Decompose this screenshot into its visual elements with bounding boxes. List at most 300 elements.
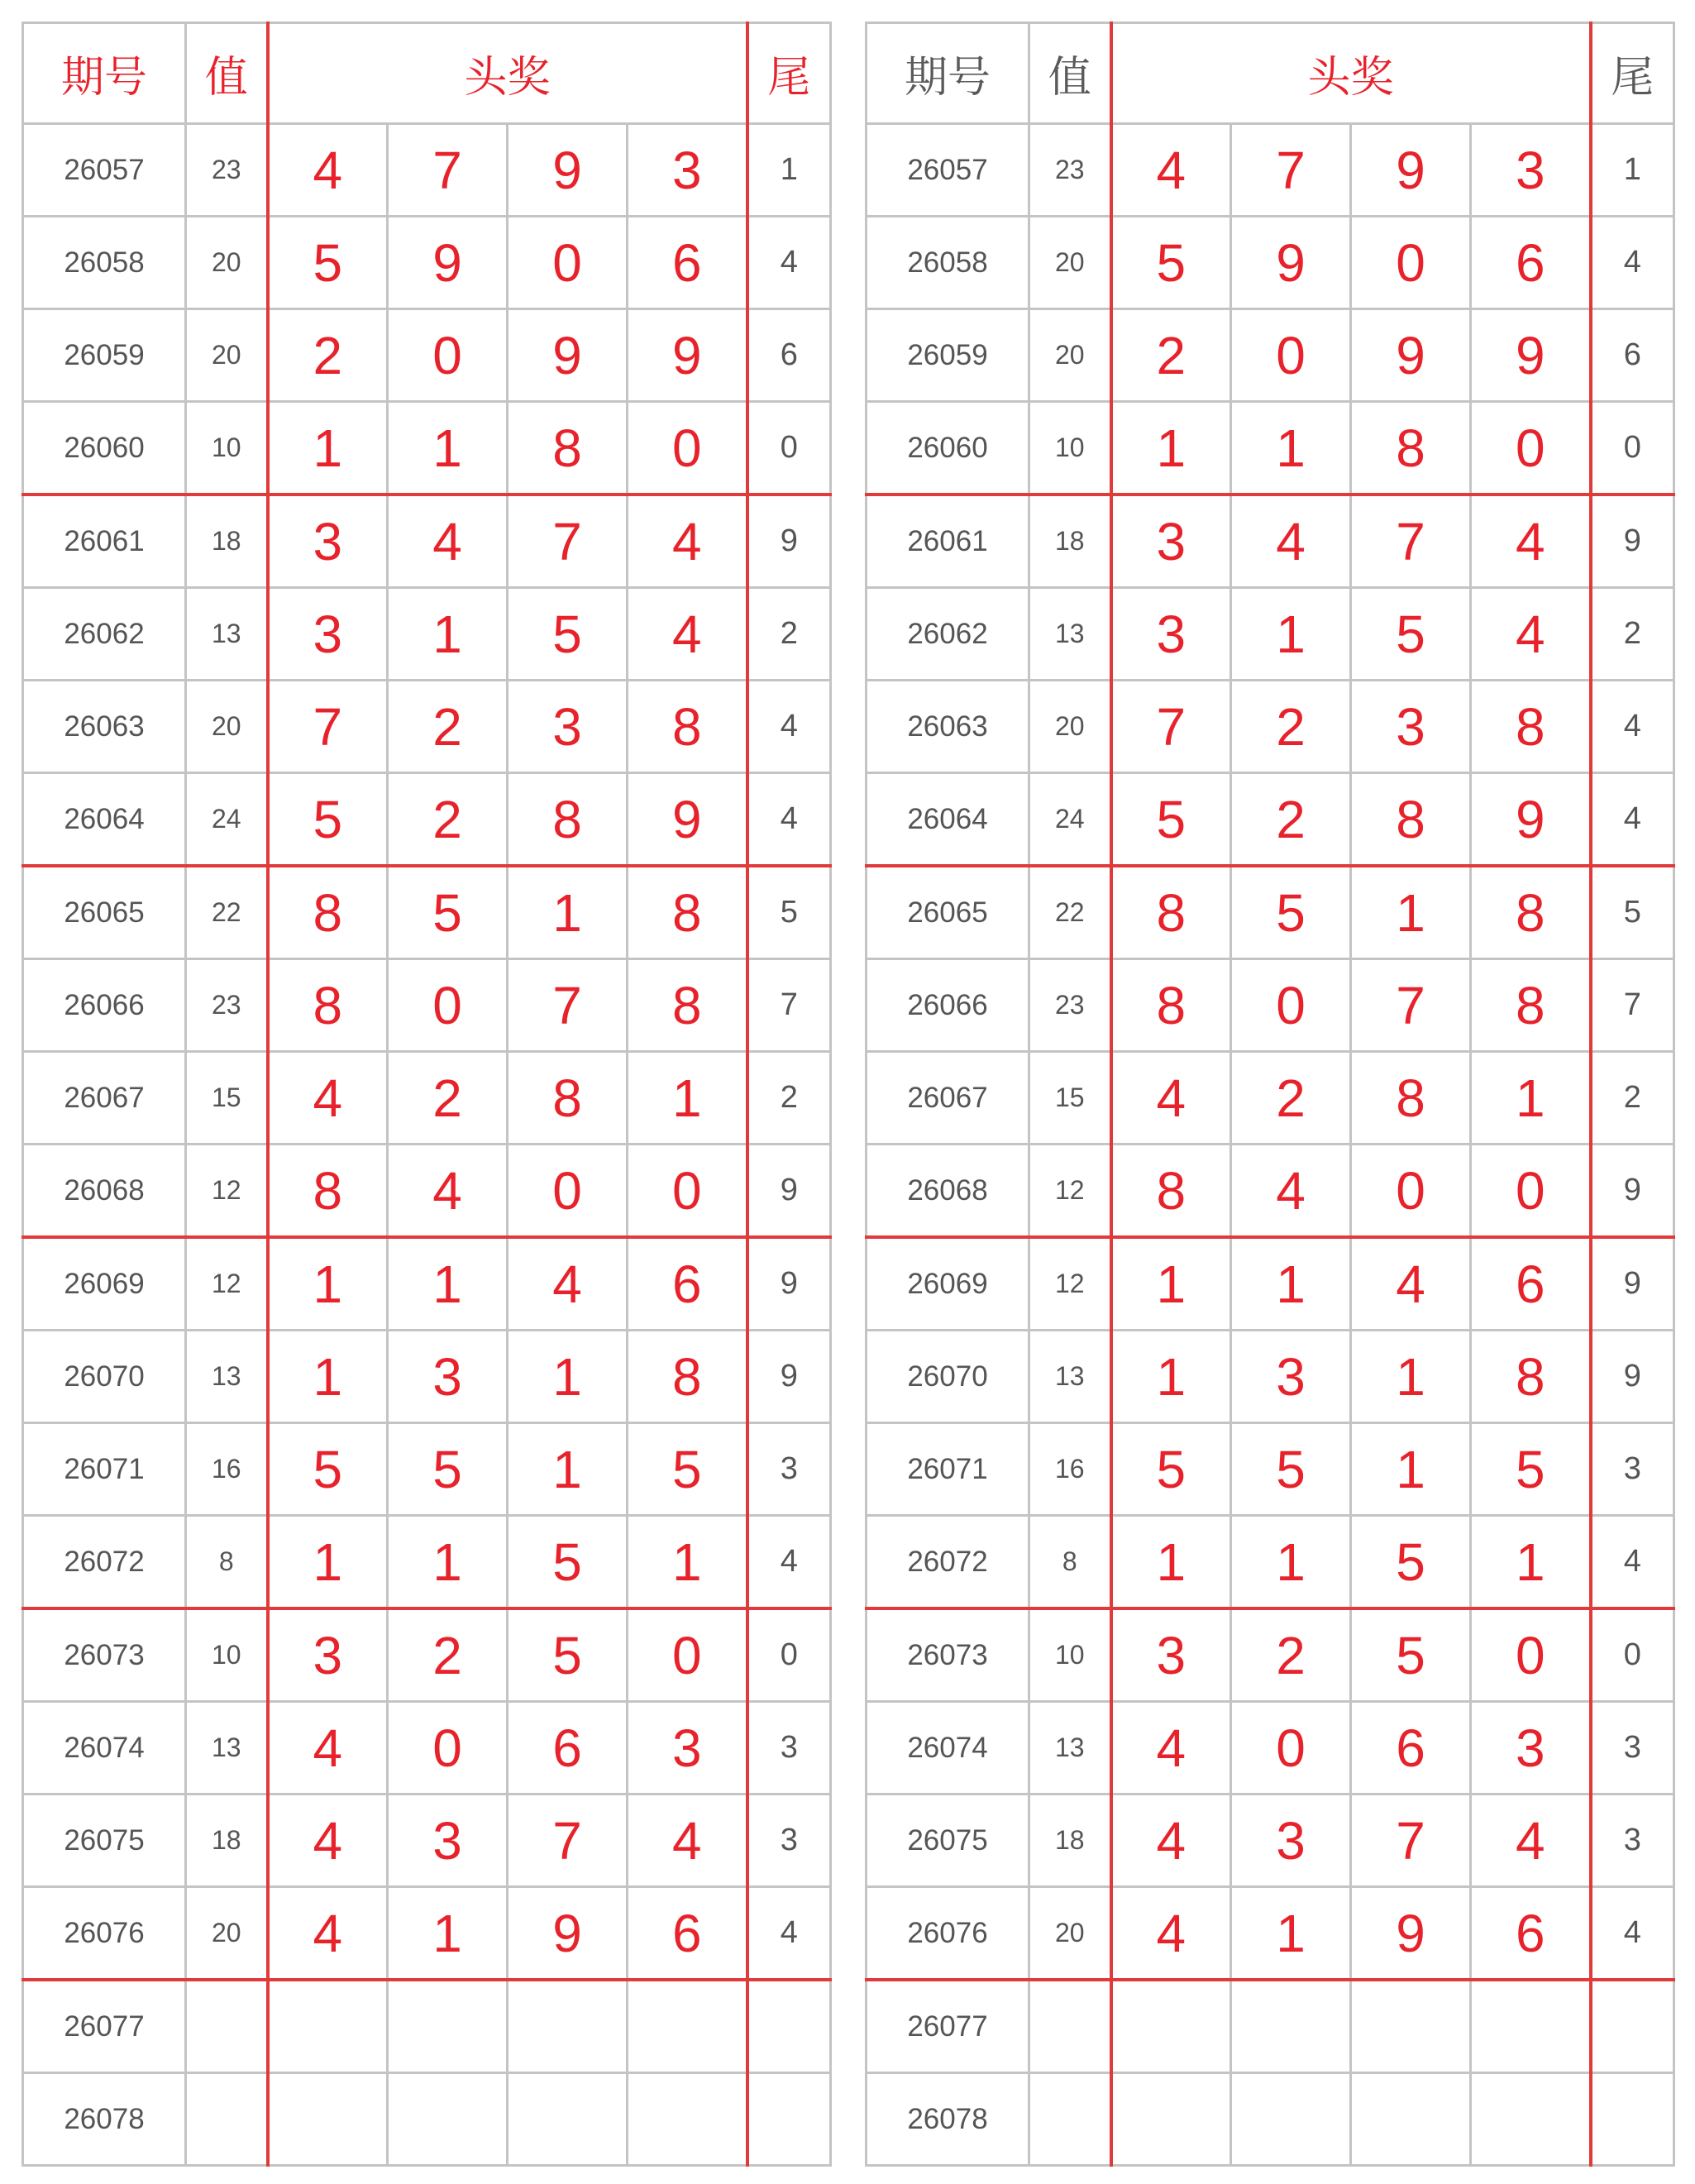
- value-cell: 20: [186, 217, 268, 309]
- issue-cell: 26068: [23, 1145, 186, 1238]
- issue-cell: 26075: [23, 1795, 186, 1887]
- table-row: [23, 1887, 831, 1981]
- prize-digit-cell: 4: [1471, 1795, 1591, 1887]
- prize-digit-cell: 8: [628, 681, 747, 773]
- prize-digit-cell: 8: [508, 402, 628, 495]
- issue-cell: 26060: [23, 402, 186, 495]
- prize-digit-cell: 9: [628, 773, 747, 867]
- issue-cell: 26072: [23, 1516, 186, 1609]
- prize-digit-cell: 2: [388, 681, 508, 773]
- table-row: [867, 309, 1674, 402]
- prize-digit-cell: 5: [1111, 217, 1231, 309]
- table-row: [867, 217, 1674, 309]
- issue-cell: 26063: [23, 681, 186, 773]
- table-row: [867, 866, 1674, 959]
- prize-digit-cell: 6: [628, 1237, 747, 1331]
- prize-digit-cell: 4: [628, 1795, 747, 1887]
- table-row: [867, 402, 1674, 495]
- prize-digit-cell: 3: [1111, 1608, 1231, 1702]
- prize-digit-cell: 6: [1471, 1887, 1591, 1981]
- tail-cell: 7: [1591, 959, 1674, 1052]
- prize-digit-cell: 9: [508, 1887, 628, 1981]
- prize-digit-cell: 0: [628, 1608, 747, 1702]
- prize-digit-cell: 0: [1351, 217, 1471, 309]
- prize-digit-cell: 7: [508, 959, 628, 1052]
- value-cell: 16: [1029, 1423, 1111, 1516]
- table-row: [867, 1887, 1674, 1981]
- issue-header: 期号: [23, 23, 186, 124]
- prize-digit-cell: [268, 1980, 388, 2073]
- prize-digit-cell: 1: [388, 402, 508, 495]
- prize-digit-cell: 5: [1111, 773, 1231, 867]
- prize-digit-cell: 4: [1111, 1887, 1231, 1981]
- value-cell: 22: [186, 866, 268, 959]
- prize-digit-cell: 3: [268, 588, 388, 681]
- prize-digit-cell: 7: [1351, 495, 1471, 588]
- prize-digit-cell: 5: [268, 1423, 388, 1516]
- table-row: [867, 1423, 1674, 1516]
- prize-digit-cell: 1: [508, 1423, 628, 1516]
- issue-cell: 26077: [23, 1980, 186, 2073]
- tail-cell: 2: [747, 588, 831, 681]
- tail-cell: 9: [747, 1237, 831, 1331]
- prize-digit-cell: 9: [388, 217, 508, 309]
- tail-cell: 4: [747, 1887, 831, 1981]
- table-row: [23, 217, 831, 309]
- prize-digit-cell: 2: [1111, 309, 1231, 402]
- value-cell: 20: [1029, 217, 1111, 309]
- prize-digit-cell: 1: [628, 1052, 747, 1145]
- prize-digit-cell: 8: [628, 959, 747, 1052]
- table-row: [867, 959, 1674, 1052]
- tail-cell: 5: [1591, 866, 1674, 959]
- value-cell: 13: [186, 1331, 268, 1423]
- prize-digit-cell: 2: [1231, 1608, 1351, 1702]
- tail-header: 尾: [747, 23, 831, 124]
- prize-digit-cell: 2: [268, 309, 388, 402]
- tail-cell: 9: [1591, 1331, 1674, 1423]
- prize-digit-cell: 2: [1231, 1052, 1351, 1145]
- header-row: [23, 23, 831, 124]
- prize-digit-cell: 8: [508, 1052, 628, 1145]
- tail-cell: 9: [1591, 495, 1674, 588]
- tail-cell: 3: [1591, 1423, 1674, 1516]
- value-cell: 12: [186, 1237, 268, 1331]
- prize-digit-cell: 6: [628, 1887, 747, 1981]
- issue-cell: 26068: [867, 1145, 1029, 1238]
- tail-cell: 0: [747, 402, 831, 495]
- value-cell: 24: [1029, 773, 1111, 867]
- tail-cell: 4: [1591, 1887, 1674, 1981]
- tail-cell: 2: [1591, 1052, 1674, 1145]
- prize-digit-cell: 8: [508, 773, 628, 867]
- value-cell: [1029, 2073, 1111, 2166]
- prize-digit-cell: 7: [508, 1795, 628, 1887]
- tail-cell: 0: [1591, 1608, 1674, 1702]
- prize-digit-cell: 1: [508, 1331, 628, 1423]
- prize-digit-cell: [1231, 1980, 1351, 2073]
- prize-digit-cell: 5: [1231, 866, 1351, 959]
- table-row: [23, 1608, 831, 1702]
- issue-cell: 26063: [867, 681, 1029, 773]
- prize-digit-cell: 2: [388, 1052, 508, 1145]
- table-row: [23, 1980, 831, 2073]
- value-cell: 10: [186, 1608, 268, 1702]
- value-cell: 10: [1029, 1608, 1111, 1702]
- value-cell: 23: [1029, 124, 1111, 217]
- prize-digit-cell: 8: [1471, 681, 1591, 773]
- value-cell: 24: [186, 773, 268, 867]
- prize-digit-cell: 5: [268, 773, 388, 867]
- prize-digit-cell: 9: [1471, 773, 1591, 867]
- prize-digit-cell: 0: [1471, 1608, 1591, 1702]
- tail-cell: 3: [1591, 1702, 1674, 1795]
- value-cell: 10: [1029, 402, 1111, 495]
- prize-digit-cell: 5: [1231, 1423, 1351, 1516]
- table-row: [867, 1608, 1674, 1702]
- issue-cell: 26076: [867, 1887, 1029, 1981]
- table-row: [867, 1980, 1674, 2073]
- prize-digit-cell: 3: [1111, 588, 1231, 681]
- tail-cell: 9: [747, 1331, 831, 1423]
- value-cell: 12: [1029, 1237, 1111, 1331]
- prize-digit-cell: 0: [388, 959, 508, 1052]
- issue-cell: 26077: [867, 1980, 1029, 2073]
- prize-digit-cell: 3: [1351, 681, 1471, 773]
- issue-cell: 26069: [867, 1237, 1029, 1331]
- issue-cell: 26072: [867, 1516, 1029, 1609]
- prize-digit-cell: 3: [1231, 1795, 1351, 1887]
- tail-cell: 4: [747, 1516, 831, 1609]
- value-cell: 23: [186, 124, 268, 217]
- tail-cell: 2: [1591, 588, 1674, 681]
- table-body: [23, 124, 831, 2166]
- value-cell: 16: [186, 1423, 268, 1516]
- tail-cell: 3: [1591, 1795, 1674, 1887]
- prize-digit-cell: 8: [1111, 1145, 1231, 1238]
- prize-digit-cell: 2: [388, 773, 508, 867]
- prize-digit-cell: [1111, 1980, 1231, 2073]
- table-row: [23, 959, 831, 1052]
- prize-digit-cell: 0: [628, 402, 747, 495]
- prize-digit-cell: 8: [268, 1145, 388, 1238]
- issue-cell: 26065: [23, 866, 186, 959]
- table-row: [23, 1052, 831, 1145]
- value-cell: 13: [1029, 1331, 1111, 1423]
- value-cell: 18: [186, 1795, 268, 1887]
- tail-cell: [747, 2073, 831, 2166]
- prize-digit-cell: 6: [1471, 1237, 1591, 1331]
- tail-cell: 5: [747, 866, 831, 959]
- prize-digit-cell: 3: [508, 681, 628, 773]
- header-row: [867, 23, 1674, 124]
- issue-cell: 26065: [867, 866, 1029, 959]
- prize-digit-cell: 3: [1111, 495, 1231, 588]
- table-row: [23, 588, 831, 681]
- issue-cell: 26070: [867, 1331, 1029, 1423]
- prize-digit-cell: 1: [388, 588, 508, 681]
- value-cell: 8: [1029, 1516, 1111, 1609]
- prize-digit-cell: [628, 2073, 747, 2166]
- table-row: [23, 1145, 831, 1238]
- prize-digit-cell: 1: [1471, 1052, 1591, 1145]
- prize-digit-cell: 1: [1231, 1516, 1351, 1609]
- table-row: [867, 681, 1674, 773]
- prize-digit-cell: 8: [1111, 959, 1231, 1052]
- prize-digit-cell: 1: [268, 1516, 388, 1609]
- issue-cell: 26067: [23, 1052, 186, 1145]
- prize-digit-cell: 1: [1351, 1331, 1471, 1423]
- value-cell: 18: [186, 495, 268, 588]
- tail-cell: 1: [1591, 124, 1674, 217]
- value-cell: 23: [1029, 959, 1111, 1052]
- prize-digit-cell: 5: [1351, 1608, 1471, 1702]
- issue-cell: 26057: [23, 124, 186, 217]
- issue-cell: 26066: [867, 959, 1029, 1052]
- table-row: [867, 588, 1674, 681]
- prize-digit-cell: [508, 2073, 628, 2166]
- value-cell: 8: [186, 1516, 268, 1609]
- prize-digit-cell: [1471, 2073, 1591, 2166]
- tail-cell: 4: [747, 773, 831, 867]
- issue-cell: 26074: [867, 1702, 1029, 1795]
- prize-digit-cell: 1: [1351, 866, 1471, 959]
- prize-digit-cell: 1: [1231, 588, 1351, 681]
- issue-cell: 26076: [23, 1887, 186, 1981]
- prize-digit-cell: 4: [1111, 1795, 1231, 1887]
- prize-digit-cell: [1351, 1980, 1471, 2073]
- table-body: [867, 124, 1674, 2166]
- prize-digit-cell: 9: [1351, 1887, 1471, 1981]
- table-row: [867, 1052, 1674, 1145]
- table-row: [23, 1516, 831, 1609]
- value-cell: 15: [186, 1052, 268, 1145]
- prize-digit-cell: 9: [1351, 309, 1471, 402]
- issue-cell: 26059: [867, 309, 1029, 402]
- prize-digit-cell: 5: [628, 1423, 747, 1516]
- prize-digit-cell: 4: [628, 495, 747, 588]
- prize-digit-cell: 9: [508, 124, 628, 217]
- prize-digit-cell: 4: [508, 1237, 628, 1331]
- issue-cell: 26073: [23, 1608, 186, 1702]
- table-row: [867, 1237, 1674, 1331]
- issue-cell: 26058: [23, 217, 186, 309]
- tail-cell: 6: [1591, 309, 1674, 402]
- tail-cell: 2: [747, 1052, 831, 1145]
- tail-cell: 9: [747, 1145, 831, 1238]
- prize-digit-cell: 9: [628, 309, 747, 402]
- value-cell: [1029, 1980, 1111, 2073]
- prize-digit-cell: 9: [1471, 309, 1591, 402]
- tail-cell: 9: [747, 495, 831, 588]
- prize-digit-cell: 1: [268, 1331, 388, 1423]
- prize-digit-cell: 9: [1231, 217, 1351, 309]
- prize-digit-cell: 8: [1351, 773, 1471, 867]
- prize-digit-cell: [388, 2073, 508, 2166]
- prize-digit-cell: [508, 1980, 628, 2073]
- tail-cell: 9: [1591, 1145, 1674, 1238]
- prize-digit-cell: 5: [388, 866, 508, 959]
- prize-digit-cell: 3: [388, 1331, 508, 1423]
- value-cell: 20: [186, 1887, 268, 1981]
- prize-digit-cell: 4: [388, 1145, 508, 1238]
- prize-digit-cell: 1: [1111, 402, 1231, 495]
- prize-digit-cell: 9: [1351, 124, 1471, 217]
- prize-digit-cell: 7: [1351, 1795, 1471, 1887]
- value-cell: 23: [186, 959, 268, 1052]
- prize-digit-cell: 6: [508, 1702, 628, 1795]
- tail-cell: 4: [1591, 681, 1674, 773]
- prize-digit-cell: 1: [1351, 1423, 1471, 1516]
- prize-digit-cell: 1: [1111, 1237, 1231, 1331]
- table-row: [867, 495, 1674, 588]
- table-row: [23, 866, 831, 959]
- prize-digit-cell: 1: [1111, 1516, 1231, 1609]
- issue-header: 期号: [867, 23, 1029, 124]
- prize-digit-cell: [1471, 1980, 1591, 2073]
- value-cell: 20: [1029, 1887, 1111, 1981]
- table-row: [23, 773, 831, 867]
- prize-digit-cell: [388, 1980, 508, 2073]
- prize-digit-cell: 4: [268, 1052, 388, 1145]
- prize-digit-cell: 7: [1231, 124, 1351, 217]
- table-row: [23, 1702, 831, 1795]
- table-row: [23, 2073, 831, 2166]
- table-row: [867, 2073, 1674, 2166]
- issue-cell: 26057: [867, 124, 1029, 217]
- prize-digit-cell: 0: [388, 309, 508, 402]
- prize-digit-cell: 1: [1231, 402, 1351, 495]
- prize-digit-cell: 8: [628, 866, 747, 959]
- tail-cell: 4: [1591, 773, 1674, 867]
- issue-cell: 26064: [23, 773, 186, 867]
- prize-digit-cell: 4: [1471, 588, 1591, 681]
- prize-digit-cell: 9: [508, 309, 628, 402]
- prize-digit-cell: 8: [1351, 402, 1471, 495]
- prize-digit-cell: 1: [388, 1237, 508, 1331]
- issue-cell: 26067: [867, 1052, 1029, 1145]
- prize-digit-cell: 1: [628, 1516, 747, 1609]
- issue-cell: 26062: [23, 588, 186, 681]
- value-cell: 22: [1029, 866, 1111, 959]
- prize-digit-cell: 4: [1231, 495, 1351, 588]
- prize-digit-cell: 0: [508, 1145, 628, 1238]
- prize-digit-cell: 0: [1231, 309, 1351, 402]
- issue-cell: 26058: [867, 217, 1029, 309]
- table-row: [867, 1331, 1674, 1423]
- prize-digit-cell: 0: [1231, 959, 1351, 1052]
- prize-digit-cell: 4: [268, 1887, 388, 1981]
- prize-digit-cell: 4: [388, 495, 508, 588]
- issue-cell: 26075: [867, 1795, 1029, 1887]
- prize-digit-cell: 4: [268, 1702, 388, 1795]
- tail-cell: [1591, 2073, 1674, 2166]
- prize-digit-cell: 1: [1111, 1331, 1231, 1423]
- prize-digit-cell: 5: [1471, 1423, 1591, 1516]
- prize-digit-cell: 3: [388, 1795, 508, 1887]
- value-cell: 20: [1029, 681, 1111, 773]
- value-cell: 20: [1029, 309, 1111, 402]
- prize-digit-cell: 1: [388, 1516, 508, 1609]
- prize-digit-cell: 3: [268, 495, 388, 588]
- table-row: [867, 1795, 1674, 1887]
- prize-digit-cell: 5: [1351, 588, 1471, 681]
- prize-digit-cell: 5: [508, 1516, 628, 1609]
- table-row: [867, 773, 1674, 867]
- tail-cell: 7: [747, 959, 831, 1052]
- prize-digit-cell: 4: [268, 1795, 388, 1887]
- tail-cell: 4: [747, 681, 831, 773]
- prize-digit-cell: 7: [388, 124, 508, 217]
- value-cell: [186, 1980, 268, 2073]
- value-cell: 13: [1029, 1702, 1111, 1795]
- prize-digit-cell: 8: [628, 1331, 747, 1423]
- issue-cell: 26061: [23, 495, 186, 588]
- table-row: [23, 309, 831, 402]
- prize-digit-cell: 7: [1351, 959, 1471, 1052]
- value-cell: 15: [1029, 1052, 1111, 1145]
- tail-cell: [1591, 1980, 1674, 2073]
- table-row: [23, 495, 831, 588]
- prize-digit-cell: 1: [268, 402, 388, 495]
- tail-cell: [747, 1980, 831, 2073]
- issue-cell: 26059: [23, 309, 186, 402]
- prize-digit-cell: 5: [268, 217, 388, 309]
- prize-digit-cell: 4: [1231, 1145, 1351, 1238]
- prize-digit-cell: 8: [1471, 959, 1591, 1052]
- prize-digit-cell: 4: [1471, 495, 1591, 588]
- tail-cell: 4: [1591, 1516, 1674, 1609]
- prize-digit-cell: [628, 1980, 747, 2073]
- prize-digit-cell: 2: [388, 1608, 508, 1702]
- prize-digit-cell: 8: [268, 959, 388, 1052]
- prize-digit-cell: 8: [268, 866, 388, 959]
- prize-digit-cell: 3: [628, 1702, 747, 1795]
- tail-cell: 4: [747, 217, 831, 309]
- prize-digit-cell: 0: [1471, 1145, 1591, 1238]
- value-cell: 13: [186, 1702, 268, 1795]
- prize-digit-cell: 4: [1111, 1702, 1231, 1795]
- value-cell: 10: [186, 402, 268, 495]
- prize-digit-cell: [268, 2073, 388, 2166]
- prize-digit-cell: 4: [628, 588, 747, 681]
- value-header: 值: [1029, 23, 1111, 124]
- issue-cell: 26066: [23, 959, 186, 1052]
- prize-digit-cell: 2: [1231, 773, 1351, 867]
- table-row: [23, 681, 831, 773]
- table-row: [23, 402, 831, 495]
- prize-digit-cell: 5: [508, 1608, 628, 1702]
- prize-digit-cell: 0: [1231, 1702, 1351, 1795]
- value-header: 值: [186, 23, 268, 124]
- prize-digit-cell: 3: [1471, 1702, 1591, 1795]
- prize-digit-cell: 7: [268, 681, 388, 773]
- table-row: [23, 124, 831, 217]
- prize-digit-cell: 7: [1111, 681, 1231, 773]
- value-cell: 12: [1029, 1145, 1111, 1238]
- prize-digit-cell: [1231, 2073, 1351, 2166]
- tail-cell: 1: [747, 124, 831, 217]
- prize-digit-cell: 1: [388, 1887, 508, 1981]
- prize-digit-cell: 0: [388, 1702, 508, 1795]
- table-row: [23, 1237, 831, 1331]
- tail-cell: 9: [1591, 1237, 1674, 1331]
- prize-digit-cell: 0: [1351, 1145, 1471, 1238]
- tail-cell: 3: [747, 1423, 831, 1516]
- tail-cell: 0: [747, 1608, 831, 1702]
- issue-cell: 26060: [867, 402, 1029, 495]
- prize-digit-cell: 3: [1471, 124, 1591, 217]
